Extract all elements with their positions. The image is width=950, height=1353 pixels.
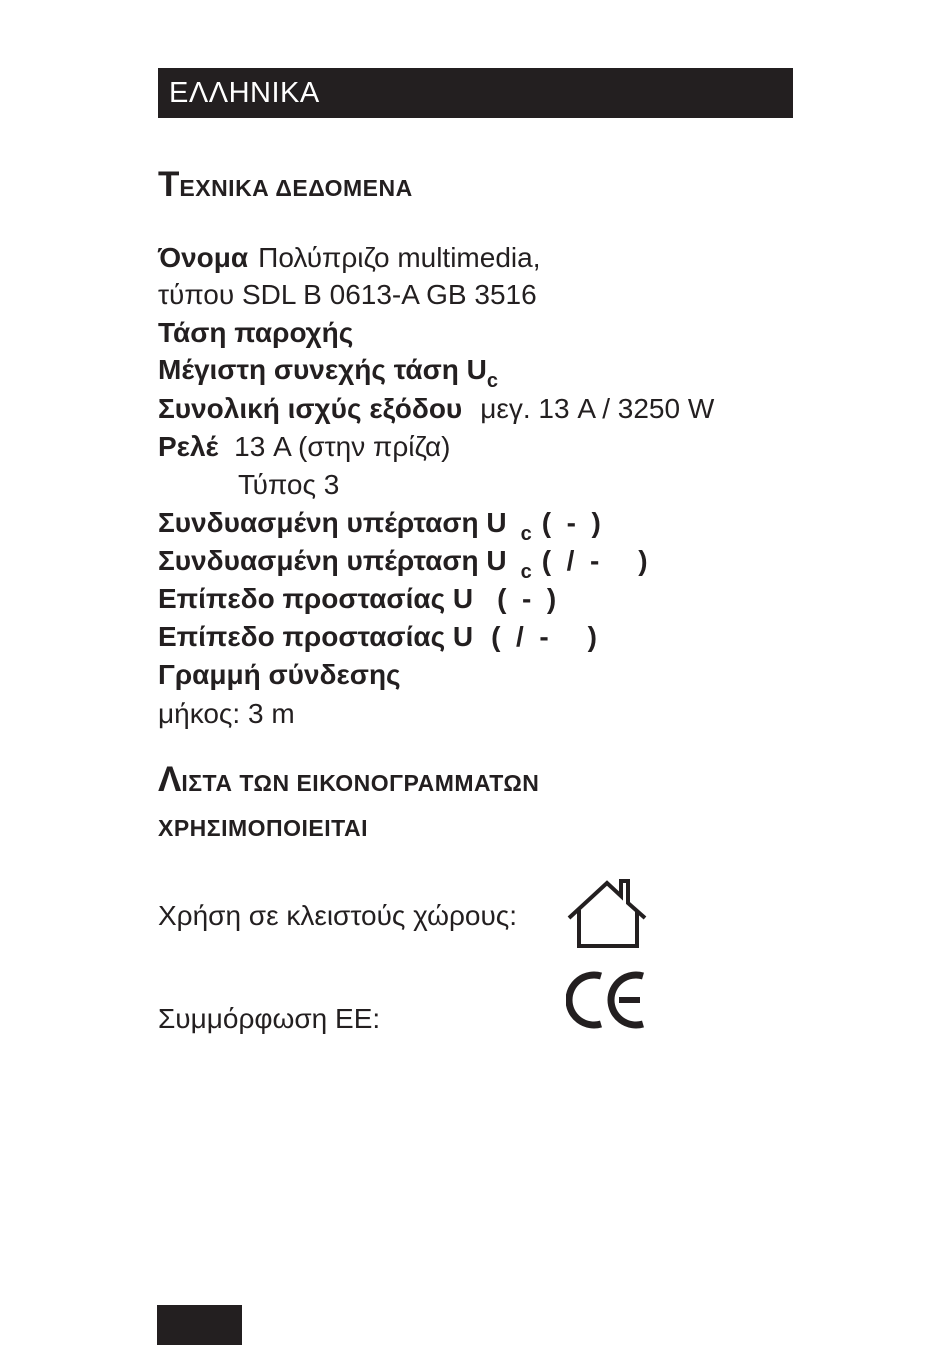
protection-1-label: Επίπεδο προστασίας U — [158, 583, 474, 614]
length-value: μήκος: 3 m — [158, 698, 295, 729]
indoor-use-label: Χρήση σε κλειστούς χώρους: — [158, 900, 518, 931]
ce-mark-icon — [566, 970, 648, 1030]
name-line — [158, 240, 540, 276]
combined-surge-2-rest: ( / - ) — [541, 545, 648, 576]
tech-data-heading — [158, 165, 413, 205]
protection-line-2 — [158, 619, 597, 655]
protection-2-rest: ( / - ) — [491, 621, 597, 652]
combined-surge-1-rest: ( - ) — [541, 507, 601, 538]
total-power-label: Συνολική ισχύς εξόδου — [158, 393, 463, 424]
total-power-value: μεγ. 13 A / 3250 W — [480, 393, 715, 424]
type-line: τύπου SDL B 0613-A GB 3516 — [158, 279, 537, 310]
protection-line-1 — [158, 581, 556, 617]
relay-label: Ρελέ — [158, 431, 219, 462]
symbols-heading-initial: Λ — [158, 760, 182, 799]
symbols-heading-rest: ΙΣΤΑ ΤΩΝ ΕΙΚΟΝΟΓΡΑΜΜΑΤΩΝ — [181, 770, 540, 796]
combined-surge-line-1 — [158, 505, 601, 544]
symbols-heading — [158, 760, 539, 800]
type-3-line: Τύπος 3 — [238, 469, 340, 500]
symbols-heading-line2: ΧΡΗΣΙΜΟΠΟΙΕΙΤΑΙ — [158, 815, 368, 841]
relay-line — [158, 429, 450, 465]
page-number-block — [157, 1305, 242, 1345]
total-power-line — [158, 391, 714, 427]
tech-heading-initial: Τ — [158, 165, 180, 204]
combined-surge-2-sub: c — [520, 561, 532, 583]
house-icon — [565, 878, 649, 950]
tech-heading-rest: ΕΧΝΙΚΑ ΔΕΔΟΜΕΝΑ — [179, 175, 413, 201]
max-voltage-line — [158, 352, 498, 391]
max-voltage-sub: c — [486, 370, 499, 392]
relay-value: 13 A (στην πρίζα) — [234, 431, 451, 462]
name-value: Πολύπριζο multimedia, — [258, 242, 541, 273]
eu-conformity-label: Συμμόρφωση ΕΕ: — [158, 1003, 381, 1034]
combined-surge-line-2 — [158, 543, 648, 582]
connection-label: Γραμμή σύνδεσης — [158, 659, 401, 690]
language-header: ΕΛΛΗΝΙΚΑ — [158, 68, 793, 118]
name-label: Όνομα — [158, 242, 249, 273]
combined-surge-1-sub: c — [520, 523, 532, 545]
protection-1-rest: ( - ) — [497, 583, 557, 614]
max-voltage-label: Μέγιστη συνεχής τάση U — [158, 354, 487, 385]
supply-voltage-label: Τάση παροχής — [158, 317, 354, 348]
combined-surge-1-label: Συνδυασμένη υπέρταση U — [158, 507, 507, 538]
combined-surge-2-label: Συνδυασμένη υπέρταση U — [158, 545, 507, 576]
protection-2-label: Επίπεδο προστασίας U — [158, 621, 474, 652]
